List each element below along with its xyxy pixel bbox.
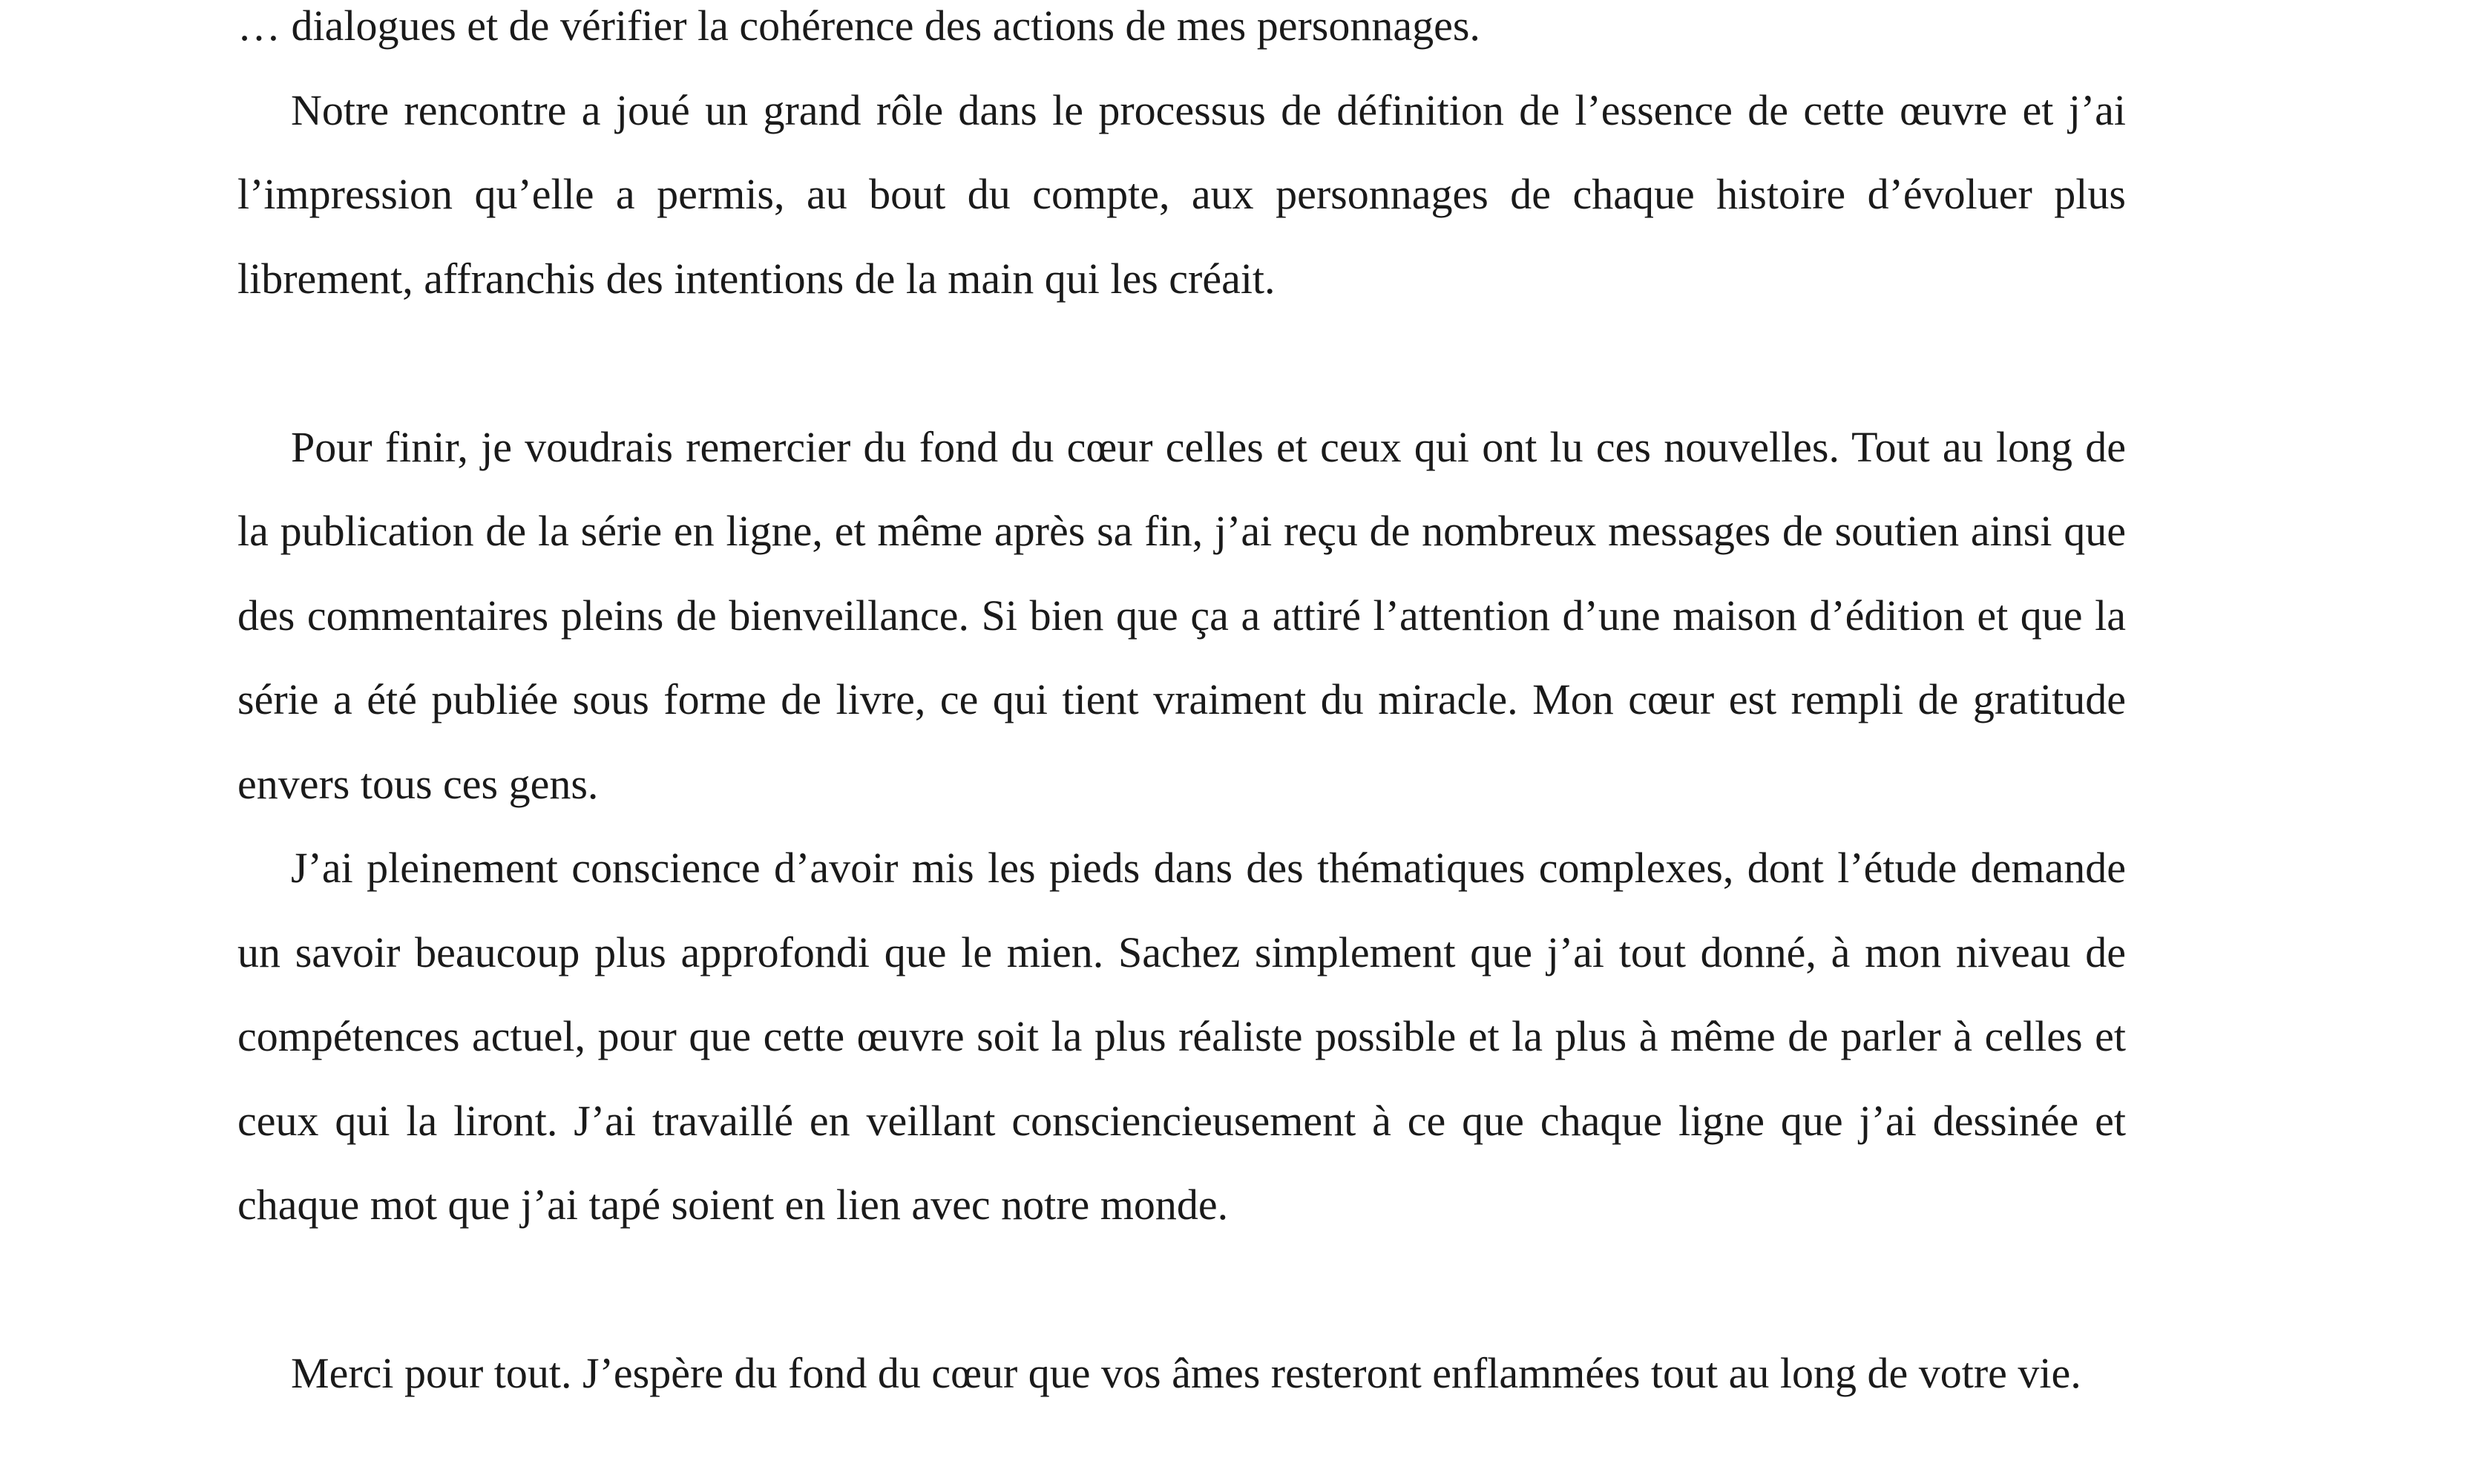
paragraph-closing: Merci pour tout. J’espère du fond du cœur que vos âmes resteront enflammées tout au long de votre vie. <box>291 1349 2081 1397</box>
paragraph-encounter: Notre rencontre a joué un grand rôle dans le processus de définition de l’essence de cette œuvre et j’ai l’impression qu’elle a permis, au bout du compte, aux personnages de chaque histoire d’évoluer plus librement, affranchis des intentions de la main qui les créait. <box>237 85 2126 303</box>
paragraph-spacer <box>237 321 2126 405</box>
paragraph-cut-top: … dialogues et de vérifier la cohérence des actions de mes personnages. <box>237 1 1480 50</box>
text-column <box>237 0 2126 1416</box>
paragraph-thanks-readers: Pour finir, je voudrais remercier du fond du cœur celles et ceux qui ont lu ces nouvelles. Tout au long de la publication de la série en ligne, et même après sa fin, j’ai reçu de nombreux messages de soutien ainsi que des commentaires pleins de bienveillance. Si bien que ça a attiré l’attention d’une maison d’édition et que la série a été publiée sous forme de livre, ce qui tient vraiment du miracle. Mon cœur est rempli de gratitude envers tous ces gens. <box>237 422 2126 808</box>
paragraph-spacer <box>237 1247 2126 1332</box>
paragraph-complex-themes: J’ai pleinement conscience d’avoir mis les pieds dans des thématiques complexes, dont l’étude demande un savoir beaucoup plus approfondi que le mien. Sachez simplement que j’ai tout donné, à mon niveau de compétences actuel, pour que cette œuvre soit la plus réaliste possible et la plus à même de parler à celles et ceux qui la liront. J’ai travaillé en veillant consciencieusement à ce que chaque ligne que j’ai dessinée et chaque mot que j’ai tapé soient en lien avec notre monde. <box>237 844 2126 1229</box>
